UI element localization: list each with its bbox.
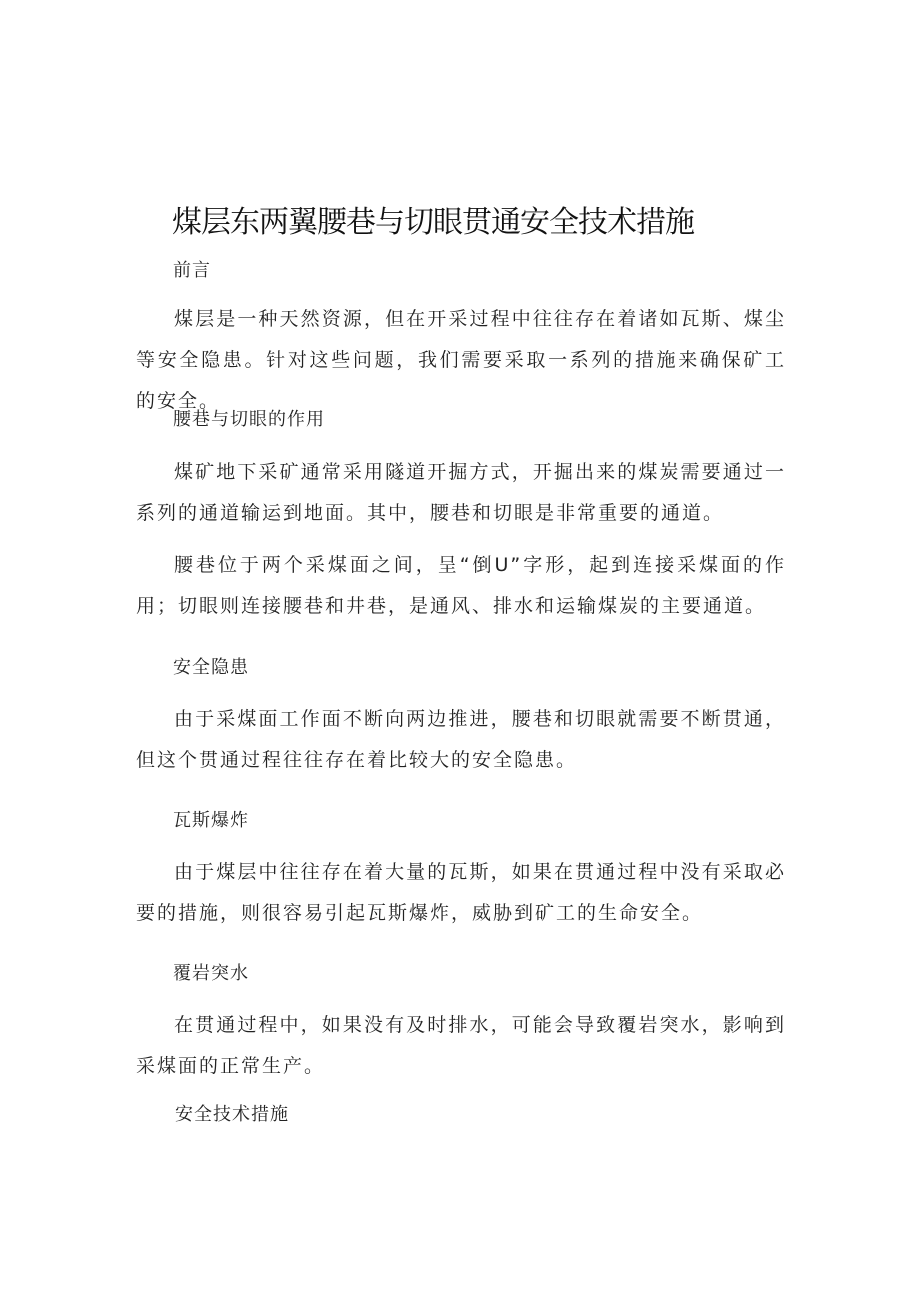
section-heading-safety-measures: 安全技术措施 [175, 1104, 289, 1125]
paragraph-function-1: 煤矿地下采矿通常采用隧道开掘方式，开掘出来的煤炭需要通过一系列的通道输运到地面。其中，腰巷和切眼是非常重要的通道。 [136, 461, 786, 524]
section-heading-preface: 前言 [173, 260, 211, 281]
section-heading-gas-explosion: 瓦斯爆炸 [173, 810, 249, 831]
paragraph-hazards: 由于采煤面工作面不断向两边推进，腰巷和切眼就需要不断贯通，但这个贯通过程往往存在着比较大的安全隐患。 [136, 708, 786, 771]
section-heading-function: 腰巷与切眼的作用 [173, 409, 325, 430]
section-heading-hazards: 安全隐患 [173, 657, 249, 678]
paragraph-preface: 煤层是一种天然资源，但在开采过程中往往存在着诸如瓦斯、煤尘等安全隐患。针对这些问题，我们需要采取一系列的措施来确保矿工的安全。 [136, 308, 786, 412]
paragraph-gas-explosion: 由于煤层中往往存在着大量的瓦斯，如果在贯通过程中没有采取必要的措施，则很容易引起瓦斯爆炸，威胁到矿工的生命安全。 [136, 861, 786, 924]
paragraph-water-inrush: 在贯通过程中，如果没有及时排水，可能会导致覆岩突水，影响到采煤面的正常生产。 [136, 1014, 786, 1077]
section-heading-water-inrush: 覆岩突水 [173, 963, 249, 984]
document-title: 煤层东两翼腰巷与切眼贯通安全技术措施 [172, 205, 694, 240]
paragraph-function-2: 腰巷位于两个采煤面之间，呈“倒U”字形，起到连接采煤面的作用；切眼则连接腰巷和井巷，是通风、排水和运输煤炭的主要通道。 [136, 554, 786, 617]
